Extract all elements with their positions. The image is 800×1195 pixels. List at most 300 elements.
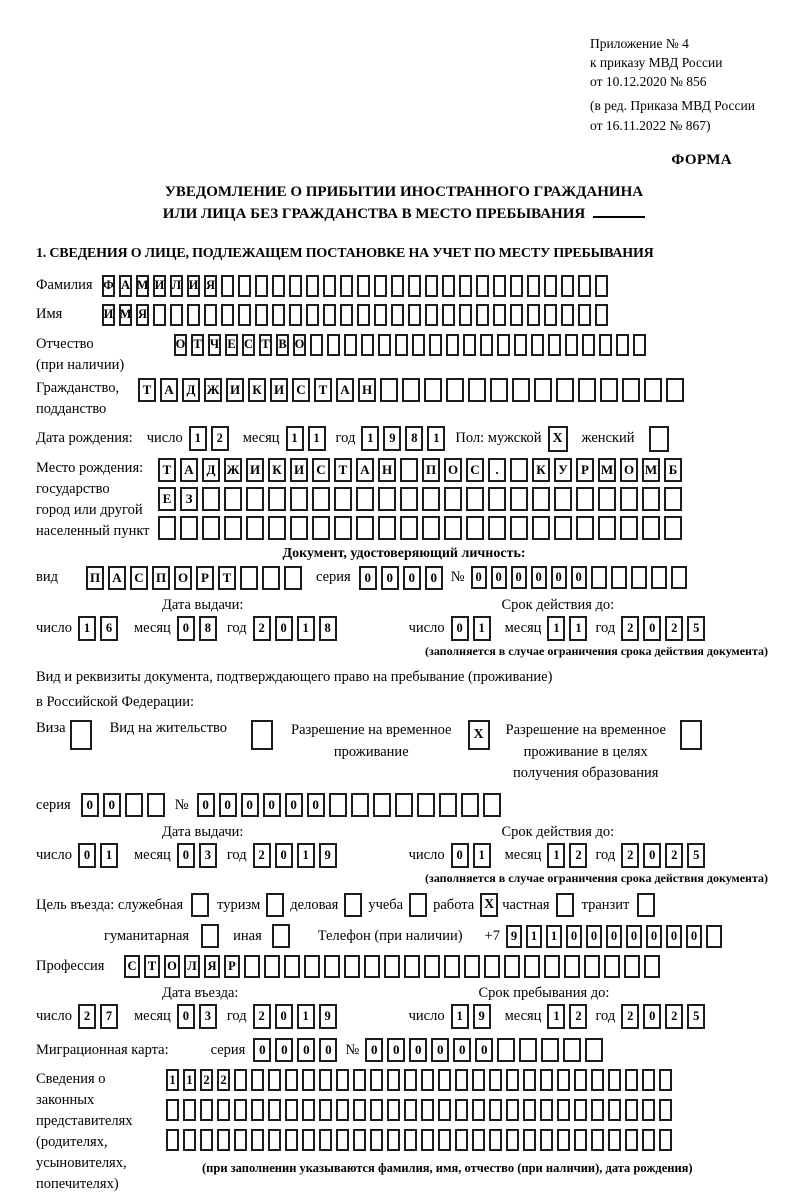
- char-cell[interactable]: [302, 1069, 315, 1091]
- char-cell[interactable]: 0: [471, 566, 487, 589]
- char-cell[interactable]: Р: [196, 566, 214, 590]
- char-cell[interactable]: В: [276, 334, 289, 356]
- char-cell[interactable]: Ф: [102, 275, 115, 297]
- char-cell[interactable]: 5: [687, 616, 705, 641]
- char-cell[interactable]: [166, 1099, 179, 1121]
- char-cell[interactable]: [464, 955, 480, 978]
- char-cell[interactable]: [378, 487, 396, 511]
- purpose-private-checkbox[interactable]: [556, 893, 574, 917]
- char-cell[interactable]: 2: [569, 843, 587, 868]
- char-cell[interactable]: [442, 304, 455, 326]
- char-cell[interactable]: [404, 955, 420, 978]
- char-cell[interactable]: [289, 304, 302, 326]
- char-cell[interactable]: [541, 1038, 559, 1062]
- char-cell[interactable]: [290, 487, 308, 511]
- char-cell[interactable]: [289, 275, 302, 297]
- char-cell[interactable]: 0: [646, 925, 662, 948]
- char-cell[interactable]: 2: [621, 616, 639, 641]
- char-cell[interactable]: [246, 487, 264, 511]
- char-cell[interactable]: 1: [473, 616, 491, 641]
- char-cell[interactable]: [625, 1069, 638, 1091]
- char-cell[interactable]: [582, 334, 595, 356]
- char-cell[interactable]: [493, 304, 506, 326]
- char-cell[interactable]: 0: [241, 793, 259, 817]
- char-cell[interactable]: [147, 793, 165, 817]
- char-cell[interactable]: 0: [359, 566, 377, 590]
- char-cell[interactable]: [671, 566, 687, 589]
- char-cell[interactable]: [234, 1069, 247, 1091]
- char-cell[interactable]: [523, 1129, 536, 1151]
- char-cell[interactable]: [595, 275, 608, 297]
- char-cell[interactable]: [255, 304, 268, 326]
- char-cell[interactable]: [504, 955, 520, 978]
- char-cell[interactable]: [412, 334, 425, 356]
- char-cell[interactable]: 1: [473, 843, 491, 868]
- char-cell[interactable]: [353, 1099, 366, 1121]
- char-cell[interactable]: [344, 334, 357, 356]
- char-cell[interactable]: С: [130, 566, 148, 590]
- visa-checkbox[interactable]: [70, 720, 92, 750]
- char-cell[interactable]: [466, 516, 484, 540]
- char-cell[interactable]: [234, 1099, 247, 1121]
- char-cell[interactable]: [480, 334, 493, 356]
- char-cell[interactable]: 1: [166, 1069, 179, 1091]
- char-cell[interactable]: [395, 793, 413, 817]
- purpose-business-checkbox[interactable]: [344, 893, 362, 917]
- char-cell[interactable]: О: [293, 334, 306, 356]
- char-cell[interactable]: [608, 1099, 621, 1121]
- char-cell[interactable]: Т: [191, 334, 204, 356]
- char-cell[interactable]: [664, 487, 682, 511]
- char-cell[interactable]: [404, 1069, 417, 1091]
- char-cell[interactable]: 9: [383, 426, 401, 451]
- char-cell[interactable]: [285, 1129, 298, 1151]
- char-cell[interactable]: 0: [626, 925, 642, 948]
- char-cell[interactable]: [268, 1129, 281, 1151]
- char-cell[interactable]: [659, 1069, 672, 1091]
- char-cell[interactable]: [302, 1129, 315, 1151]
- char-cell[interactable]: [554, 487, 572, 511]
- char-cell[interactable]: [446, 334, 459, 356]
- char-cell[interactable]: [170, 304, 183, 326]
- char-cell[interactable]: [624, 955, 640, 978]
- char-cell[interactable]: Ж: [224, 458, 242, 482]
- char-cell[interactable]: [125, 793, 143, 817]
- char-cell[interactable]: [584, 955, 600, 978]
- char-cell[interactable]: [659, 1099, 672, 1121]
- char-cell[interactable]: [563, 1038, 581, 1062]
- char-cell[interactable]: 8: [199, 616, 217, 641]
- char-cell[interactable]: 1: [547, 616, 565, 641]
- purpose-study-checkbox[interactable]: [409, 893, 427, 917]
- char-cell[interactable]: 0: [253, 1038, 271, 1062]
- char-cell[interactable]: И: [102, 304, 115, 326]
- char-cell[interactable]: [608, 1069, 621, 1091]
- temp-permit-checkbox[interactable]: X: [468, 720, 490, 750]
- char-cell[interactable]: 0: [219, 793, 237, 817]
- char-cell[interactable]: [527, 275, 540, 297]
- char-cell[interactable]: Р: [224, 955, 240, 978]
- char-cell[interactable]: [611, 566, 627, 589]
- char-cell[interactable]: 0: [263, 793, 281, 817]
- char-cell[interactable]: [554, 516, 572, 540]
- char-cell[interactable]: 0: [531, 566, 547, 589]
- char-cell[interactable]: [598, 487, 616, 511]
- char-cell[interactable]: [224, 487, 242, 511]
- char-cell[interactable]: 7: [100, 1004, 118, 1029]
- char-cell[interactable]: А: [119, 275, 132, 297]
- char-cell[interactable]: [540, 1129, 553, 1151]
- char-cell[interactable]: 6: [100, 616, 118, 641]
- char-cell[interactable]: [561, 304, 574, 326]
- char-cell[interactable]: 0: [409, 1038, 427, 1062]
- char-cell[interactable]: [540, 1099, 553, 1121]
- char-cell[interactable]: [404, 1129, 417, 1151]
- char-cell[interactable]: К: [532, 458, 550, 482]
- char-cell[interactable]: [408, 275, 421, 297]
- char-cell[interactable]: [631, 566, 647, 589]
- char-cell[interactable]: 0: [491, 566, 507, 589]
- char-cell[interactable]: Я: [204, 275, 217, 297]
- char-cell[interactable]: [444, 955, 460, 978]
- char-cell[interactable]: [642, 1099, 655, 1121]
- char-cell[interactable]: [306, 275, 319, 297]
- char-cell[interactable]: 0: [606, 925, 622, 948]
- char-cell[interactable]: [616, 334, 629, 356]
- char-cell[interactable]: 2: [217, 1069, 230, 1091]
- char-cell[interactable]: 2: [621, 843, 639, 868]
- char-cell[interactable]: С: [124, 955, 140, 978]
- char-cell[interactable]: О: [620, 458, 638, 482]
- char-cell[interactable]: [510, 516, 528, 540]
- char-cell[interactable]: 0: [275, 1004, 293, 1029]
- char-cell[interactable]: [221, 275, 234, 297]
- char-cell[interactable]: [455, 1129, 468, 1151]
- char-cell[interactable]: [166, 1129, 179, 1151]
- char-cell[interactable]: 2: [211, 426, 229, 451]
- char-cell[interactable]: Л: [184, 955, 200, 978]
- char-cell[interactable]: [306, 304, 319, 326]
- char-cell[interactable]: [506, 1129, 519, 1151]
- char-cell[interactable]: 0: [177, 1004, 195, 1029]
- char-cell[interactable]: [425, 304, 438, 326]
- char-cell[interactable]: [576, 516, 594, 540]
- char-cell[interactable]: [540, 1069, 553, 1091]
- char-cell[interactable]: [476, 304, 489, 326]
- char-cell[interactable]: 2: [569, 1004, 587, 1029]
- char-cell[interactable]: И: [226, 378, 244, 402]
- char-cell[interactable]: [234, 1129, 247, 1151]
- char-cell[interactable]: [599, 334, 612, 356]
- char-cell[interactable]: [622, 378, 640, 402]
- char-cell[interactable]: 9: [473, 1004, 491, 1029]
- char-cell[interactable]: [304, 955, 320, 978]
- char-cell[interactable]: 0: [686, 925, 702, 948]
- char-cell[interactable]: 0: [275, 1038, 293, 1062]
- char-cell[interactable]: 0: [451, 843, 469, 868]
- char-cell[interactable]: [285, 1069, 298, 1091]
- char-cell[interactable]: 0: [275, 616, 293, 641]
- char-cell[interactable]: [323, 304, 336, 326]
- char-cell[interactable]: [519, 1038, 537, 1062]
- char-cell[interactable]: [595, 304, 608, 326]
- char-cell[interactable]: 1: [308, 426, 326, 451]
- char-cell[interactable]: [497, 1038, 515, 1062]
- char-cell[interactable]: [284, 566, 302, 590]
- char-cell[interactable]: 1: [183, 1069, 196, 1091]
- char-cell[interactable]: 0: [403, 566, 421, 590]
- char-cell[interactable]: [531, 334, 544, 356]
- char-cell[interactable]: 1: [297, 616, 315, 641]
- char-cell[interactable]: [268, 1099, 281, 1121]
- char-cell[interactable]: [290, 516, 308, 540]
- char-cell[interactable]: [183, 1099, 196, 1121]
- char-cell[interactable]: [444, 516, 462, 540]
- char-cell[interactable]: [404, 1099, 417, 1121]
- char-cell[interactable]: 0: [307, 793, 325, 817]
- char-cell[interactable]: [510, 487, 528, 511]
- char-cell[interactable]: И: [270, 378, 288, 402]
- char-cell[interactable]: [357, 304, 370, 326]
- char-cell[interactable]: 1: [547, 1004, 565, 1029]
- char-cell[interactable]: 2: [253, 1004, 271, 1029]
- char-cell[interactable]: [340, 275, 353, 297]
- char-cell[interactable]: З: [180, 487, 198, 511]
- char-cell[interactable]: Я: [136, 304, 149, 326]
- char-cell[interactable]: [644, 378, 662, 402]
- char-cell[interactable]: К: [248, 378, 266, 402]
- edu-permit-checkbox[interactable]: [680, 720, 702, 750]
- char-cell[interactable]: 0: [431, 1038, 449, 1062]
- char-cell[interactable]: [544, 304, 557, 326]
- char-cell[interactable]: [221, 304, 234, 326]
- purpose-work-checkbox[interactable]: X: [480, 893, 498, 917]
- char-cell[interactable]: 2: [78, 1004, 96, 1029]
- char-cell[interactable]: [506, 1069, 519, 1091]
- char-cell[interactable]: [651, 566, 667, 589]
- char-cell[interactable]: [664, 516, 682, 540]
- char-cell[interactable]: [361, 334, 374, 356]
- char-cell[interactable]: [262, 566, 280, 590]
- char-cell[interactable]: [353, 1129, 366, 1151]
- char-cell[interactable]: [472, 1129, 485, 1151]
- char-cell[interactable]: [591, 1099, 604, 1121]
- char-cell[interactable]: Е: [158, 487, 176, 511]
- char-cell[interactable]: [334, 487, 352, 511]
- char-cell[interactable]: [576, 487, 594, 511]
- char-cell[interactable]: [312, 487, 330, 511]
- char-cell[interactable]: [424, 378, 442, 402]
- char-cell[interactable]: 0: [103, 793, 121, 817]
- char-cell[interactable]: 0: [643, 1004, 661, 1029]
- char-cell[interactable]: 0: [475, 1038, 493, 1062]
- char-cell[interactable]: А: [108, 566, 126, 590]
- char-cell[interactable]: А: [336, 378, 354, 402]
- char-cell[interactable]: [489, 1069, 502, 1091]
- char-cell[interactable]: [523, 1069, 536, 1091]
- char-cell[interactable]: [217, 1129, 230, 1151]
- char-cell[interactable]: 2: [665, 1004, 683, 1029]
- char-cell[interactable]: И: [290, 458, 308, 482]
- char-cell[interactable]: [370, 1069, 383, 1091]
- char-cell[interactable]: [591, 566, 607, 589]
- char-cell[interactable]: [574, 1099, 587, 1121]
- char-cell[interactable]: М: [119, 304, 132, 326]
- char-cell[interactable]: 1: [427, 426, 445, 451]
- char-cell[interactable]: [319, 1099, 332, 1121]
- char-cell[interactable]: [302, 1099, 315, 1121]
- char-cell[interactable]: [472, 1069, 485, 1091]
- char-cell[interactable]: [387, 1129, 400, 1151]
- char-cell[interactable]: М: [598, 458, 616, 482]
- char-cell[interactable]: [202, 487, 220, 511]
- char-cell[interactable]: [370, 1099, 383, 1121]
- char-cell[interactable]: 2: [621, 1004, 639, 1029]
- char-cell[interactable]: .: [488, 458, 506, 482]
- char-cell[interactable]: [455, 1099, 468, 1121]
- char-cell[interactable]: 0: [586, 925, 602, 948]
- char-cell[interactable]: 0: [511, 566, 527, 589]
- char-cell[interactable]: [585, 1038, 603, 1062]
- char-cell[interactable]: И: [246, 458, 264, 482]
- char-cell[interactable]: 2: [665, 616, 683, 641]
- sex-male-checkbox[interactable]: X: [548, 426, 568, 452]
- char-cell[interactable]: 0: [177, 616, 195, 641]
- char-cell[interactable]: [557, 1099, 570, 1121]
- char-cell[interactable]: 1: [78, 616, 96, 641]
- char-cell[interactable]: [489, 1099, 502, 1121]
- char-cell[interactable]: [532, 516, 550, 540]
- char-cell[interactable]: [351, 793, 369, 817]
- char-cell[interactable]: А: [180, 458, 198, 482]
- char-cell[interactable]: [484, 955, 500, 978]
- char-cell[interactable]: [310, 334, 323, 356]
- char-cell[interactable]: [510, 458, 528, 482]
- char-cell[interactable]: [564, 955, 580, 978]
- char-cell[interactable]: [512, 378, 530, 402]
- char-cell[interactable]: Р: [576, 458, 594, 482]
- char-cell[interactable]: [642, 516, 660, 540]
- char-cell[interactable]: [506, 1099, 519, 1121]
- char-cell[interactable]: [591, 1129, 604, 1151]
- char-cell[interactable]: [285, 1099, 298, 1121]
- char-cell[interactable]: Ж: [204, 378, 222, 402]
- char-cell[interactable]: [202, 516, 220, 540]
- char-cell[interactable]: [422, 487, 440, 511]
- char-cell[interactable]: [446, 378, 464, 402]
- char-cell[interactable]: [424, 955, 440, 978]
- char-cell[interactable]: 8: [319, 616, 337, 641]
- char-cell[interactable]: 5: [687, 1004, 705, 1029]
- char-cell[interactable]: [180, 516, 198, 540]
- char-cell[interactable]: [153, 304, 166, 326]
- char-cell[interactable]: [421, 1129, 434, 1151]
- char-cell[interactable]: [642, 1129, 655, 1151]
- char-cell[interactable]: [510, 275, 523, 297]
- char-cell[interactable]: [251, 1129, 264, 1151]
- char-cell[interactable]: [600, 378, 618, 402]
- char-cell[interactable]: [391, 304, 404, 326]
- char-cell[interactable]: 0: [177, 843, 195, 868]
- char-cell[interactable]: Д: [182, 378, 200, 402]
- char-cell[interactable]: П: [86, 566, 104, 590]
- char-cell[interactable]: [378, 334, 391, 356]
- char-cell[interactable]: [329, 793, 347, 817]
- char-cell[interactable]: С: [292, 378, 310, 402]
- char-cell[interactable]: [238, 304, 251, 326]
- char-cell[interactable]: П: [152, 566, 170, 590]
- char-cell[interactable]: [421, 1099, 434, 1121]
- sex-female-checkbox[interactable]: [649, 426, 669, 452]
- char-cell[interactable]: О: [164, 955, 180, 978]
- char-cell[interactable]: [408, 304, 421, 326]
- char-cell[interactable]: [340, 304, 353, 326]
- char-cell[interactable]: [604, 955, 620, 978]
- char-cell[interactable]: [514, 334, 527, 356]
- char-cell[interactable]: Т: [158, 458, 176, 482]
- char-cell[interactable]: Ч: [208, 334, 221, 356]
- char-cell[interactable]: [510, 304, 523, 326]
- char-cell[interactable]: А: [160, 378, 178, 402]
- char-cell[interactable]: 9: [506, 925, 522, 948]
- char-cell[interactable]: 0: [381, 566, 399, 590]
- char-cell[interactable]: 1: [189, 426, 207, 451]
- char-cell[interactable]: [334, 516, 352, 540]
- char-cell[interactable]: [488, 516, 506, 540]
- char-cell[interactable]: 1: [546, 925, 562, 948]
- char-cell[interactable]: [251, 1069, 264, 1091]
- char-cell[interactable]: 0: [425, 566, 443, 590]
- char-cell[interactable]: [466, 487, 484, 511]
- char-cell[interactable]: [378, 516, 396, 540]
- char-cell[interactable]: [200, 1129, 213, 1151]
- char-cell[interactable]: [557, 1129, 570, 1151]
- char-cell[interactable]: 3: [199, 843, 217, 868]
- purpose-other-checkbox[interactable]: [272, 924, 290, 948]
- char-cell[interactable]: 0: [285, 793, 303, 817]
- char-cell[interactable]: [327, 334, 340, 356]
- char-cell[interactable]: [255, 275, 268, 297]
- char-cell[interactable]: [527, 304, 540, 326]
- char-cell[interactable]: [268, 487, 286, 511]
- char-cell[interactable]: 9: [319, 1004, 337, 1029]
- char-cell[interactable]: Т: [218, 566, 236, 590]
- char-cell[interactable]: [574, 1069, 587, 1091]
- char-cell[interactable]: [268, 516, 286, 540]
- char-cell[interactable]: [620, 487, 638, 511]
- char-cell[interactable]: М: [642, 458, 660, 482]
- char-cell[interactable]: [391, 275, 404, 297]
- char-cell[interactable]: 1: [297, 1004, 315, 1029]
- char-cell[interactable]: [493, 275, 506, 297]
- char-cell[interactable]: И: [153, 275, 166, 297]
- char-cell[interactable]: [574, 1129, 587, 1151]
- char-cell[interactable]: [483, 793, 501, 817]
- char-cell[interactable]: [246, 516, 264, 540]
- char-cell[interactable]: [459, 275, 472, 297]
- char-cell[interactable]: [268, 1069, 281, 1091]
- char-cell[interactable]: [476, 275, 489, 297]
- char-cell[interactable]: [374, 275, 387, 297]
- char-cell[interactable]: 1: [286, 426, 304, 451]
- char-cell[interactable]: [439, 793, 457, 817]
- char-cell[interactable]: [544, 955, 560, 978]
- char-cell[interactable]: Т: [334, 458, 352, 482]
- char-cell[interactable]: О: [174, 566, 192, 590]
- purpose-tourism-checkbox[interactable]: [266, 893, 284, 917]
- char-cell[interactable]: [387, 1099, 400, 1121]
- char-cell[interactable]: [633, 334, 646, 356]
